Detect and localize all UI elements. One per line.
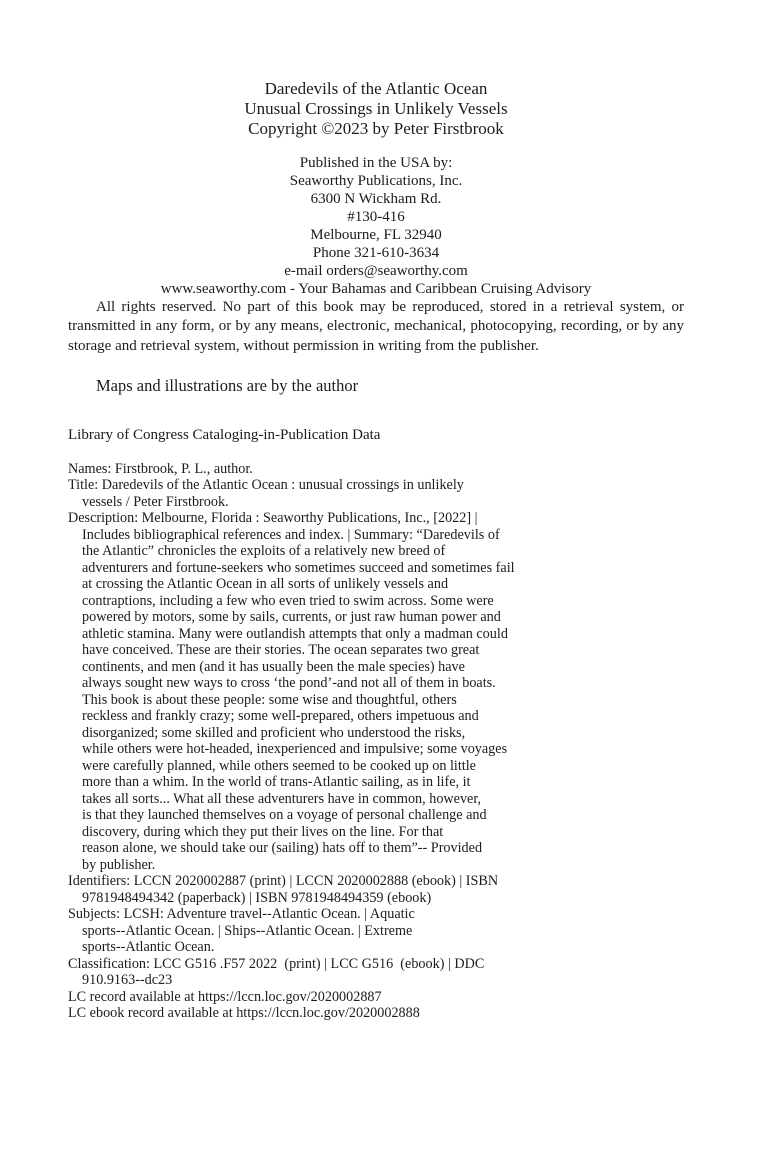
cip-line: at crossing the Atlantic Ocean in all sorts of unlikely vessels and — [82, 576, 449, 593]
cip-line: athletic stamina. Many were outlandish attempts that only a madman could — [82, 625, 508, 642]
cip-line: is that they launched themselves on a voyage of personal challenge and — [82, 807, 487, 824]
book-title-line: Daredevils of the Atlantic Ocean — [264, 79, 488, 98]
cip-data-block — [68, 461, 684, 1022]
book-subtitle-line: Unusual Crossings in Unlikely Vessels — [244, 99, 508, 118]
cip-line: vessels / Peter Firstbrook. — [82, 493, 229, 510]
published-in-line: Published in the USA by: — [299, 155, 453, 171]
cip-heading: Library of Congress Cataloging-in-Publication Data — [68, 426, 381, 443]
publisher-suite-line: #130-416 — [347, 209, 405, 225]
cip-line: sports--Atlantic Ocean. — [82, 939, 215, 956]
cip-line: adventurers and fortune-seekers who sometimes succeed and sometimes fail — [82, 559, 515, 576]
cip-line: Title: Daredevils of the Atlantic Ocean : unusual crossings in unlikely — [68, 477, 464, 494]
cip-line: by publisher. — [82, 856, 156, 873]
cip-line: sports--Atlantic Ocean. | Ships--Atlantic Ocean. | Extreme — [82, 922, 413, 939]
cip-line: Classification: LCC G516 .F57 2022 (print) | LCC G516 (ebook) | DDC — [68, 955, 485, 972]
cip-line: This book is about these people: some wise and thoughtful, others — [82, 691, 457, 708]
publisher-phone-line: Phone 321-610-3634 — [312, 245, 440, 261]
cip-line: always sought new ways to cross ‘the pond’-and not all of them in boats. — [82, 675, 496, 692]
cip-line: Identifiers: LCCN 2020002887 (print) | LCCN 2020002888 (ebook) | ISBN — [68, 873, 499, 890]
cip-line: were carefully planned, while others seemed to be cooked up on little — [82, 757, 476, 774]
page-content — [68, 0, 684, 1022]
cip-line: more than a whim. In the world of trans-Atlantic sailing, as in life, it — [82, 774, 471, 791]
cip-line: have conceived. These are their stories. The ocean separates two great — [82, 642, 480, 659]
cip-line: continents, and men (and it has usually been the male species) have — [82, 658, 465, 675]
publisher-block — [68, 154, 684, 280]
cip-line: disorganized; some skilled and proficient who understood the risks, — [82, 724, 466, 741]
publisher-name-line: Seaworthy Publications, Inc. — [289, 173, 463, 189]
publisher-city-line: Melbourne, FL 32940 — [310, 227, 442, 243]
cip-line: reckless and frankly crazy; some well-prepared, others impetuous and — [82, 708, 479, 725]
cip-line: the Atlantic” chronicles the exploits of a relatively new breed of — [82, 543, 446, 560]
cip-line: LC ebook record available at https://lccn.loc.gov/2020002888 — [68, 1005, 420, 1022]
cip-line: discovery, during which they put their lives on the line. For that — [82, 823, 444, 840]
cip-line: takes all sorts... What all these adventurers have in common, however, — [82, 790, 482, 807]
cip-line: 910.9163--dc23 — [82, 972, 173, 989]
publisher-website-line: www.seaworthy.com - Your Bahamas and Caribbean Cruising Advisory — [160, 281, 592, 297]
cip-line: 9781948494342 (paperback) | ISBN 9781948494359 (ebook) — [82, 889, 432, 906]
title-block — [68, 0, 684, 139]
cip-line: LC record available at https://lccn.loc.gov/2020002887 — [68, 988, 382, 1005]
illustration-credits-line: Maps and illustrations are by the author — [96, 375, 359, 395]
publisher-email-line: e-mail orders@seaworthy.com — [284, 263, 468, 279]
cip-line: Description: Melbourne, Florida : Seaworthy Publications, Inc., [2022] | — [68, 510, 478, 527]
cip-line: Names: Firstbrook, P. L., author. — [68, 460, 253, 477]
cip-line: while others were hot-headed, inexperienced and impulsive; some voyages — [82, 741, 508, 758]
cip-line: contraptions, including a few who even tried to swim across. Some were — [82, 592, 494, 609]
cip-line: Subjects: LCSH: Adventure travel--Atlantic Ocean. | Aquatic — [68, 906, 415, 923]
copyright-line: Copyright ©2023 by Peter Firstbrook — [248, 119, 504, 138]
cip-line: Includes bibliographical references and index. | Summary: “Daredevils of — [82, 526, 500, 543]
publisher-address-line: 6300 N Wickham Rd. — [310, 191, 442, 207]
cip-line: reason alone, we should take our (sailing) hats off to them”-- Provided — [82, 840, 483, 857]
cip-line: powered by motors, some by sails, currents, or just raw human power and — [82, 609, 501, 626]
rights-paragraph: All rights reserved. No part of this book may be reproduced, stored in a retrieval system, or transmitted in any form, or by any means, electronic, mechanical, photocopying, recording, or by any storage and retrieval system, without permission in writing from the publisher. — [68, 299, 684, 354]
